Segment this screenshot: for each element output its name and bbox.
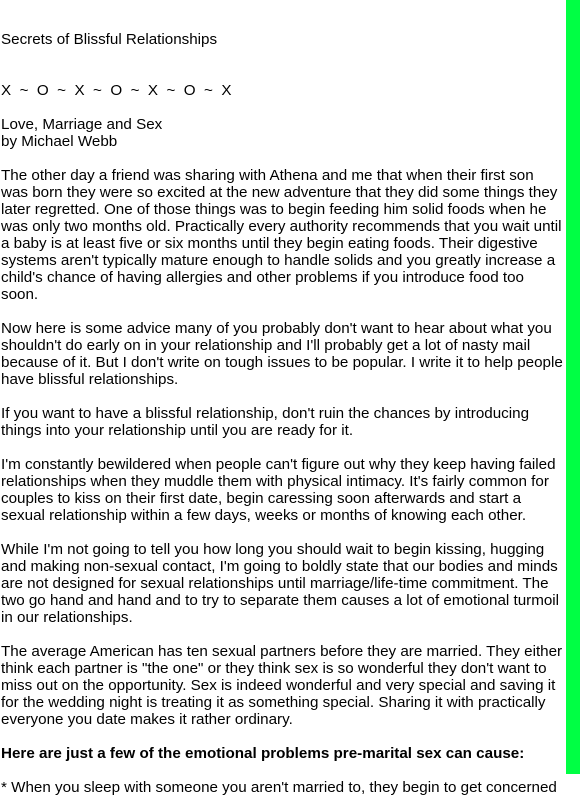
paragraph: The other day a friend was sharing with Athena and me that when their first son was born they were so excited at the new adventure that they did some things they later regretted. One of those things was to begin feeding him solid foods when he was only two months old. Practically every authority recommends that you wait until a baby is at least five or six months until they begin eating foods. Their digestive systems aren't typically mature enough to handle solids and you greatly increase a child's chance of having allergies and other problems if you introduce food too soon. — [1, 167, 562, 303]
vertical-scrollbar[interactable] — [566, 0, 580, 774]
email-body — [1, 0, 563, 796]
paragraph: I'm constantly bewildered when people can't figure out why they keep having failed relationships when they muddle them with physical intimacy. It's fairly common for couples to kiss on their first date, begin caressing soon afterwards and start a sexual relationship within a few days, weeks or months of knowing each other. — [1, 456, 556, 524]
paragraph: Now here is some advice many of you probably don't want to hear about what you shouldn't do early on in your relationship and I'll probably get a lot of nasty mail because of it. But I don't write on tough issues to be popular. I write it to help people have blissful relationships. — [1, 320, 563, 388]
paragraph: While I'm not going to tell you how long you should wait to begin kissing, hugging and making non-sexual contact, I'm going to boldly state that our bodies and minds are not designed for sexual relationships until marriage/life-time commitment. The two go hand and hand and to try to separate them causes a lot of emotional turmoil in our relationships. — [1, 541, 560, 626]
section-heading: Here are just a few of the emotional problems pre-marital sex can cause: — [1, 745, 525, 762]
article-author: by Michael Webb — [1, 133, 118, 150]
bullet-item: * When you sleep with someone you aren't married to, they begin to get concerned — [1, 779, 557, 796]
paragraph: If you want to have a blissful relationship, don't ruin the chances by introducing things into your relationship until you are ready for it. — [1, 405, 530, 439]
newsletter-title: Secrets of Blissful Relationships — [1, 31, 218, 48]
paragraph: The average American has ten sexual partners before they are married. They either think each partner is "the one" or they think sex is so wonderful they don't want to miss out on the opportunity. Sex is indeed wonderful and very special and saving it for the wedding night is treating it as something special. Sharing it with practically everyone you date makes it rather ordinary. — [1, 643, 563, 728]
decorative-divider: X ~ O ~ X ~ O ~ X ~ O ~ X — [1, 82, 232, 99]
article-heading: Love, Marriage and Sex — [1, 116, 163, 133]
